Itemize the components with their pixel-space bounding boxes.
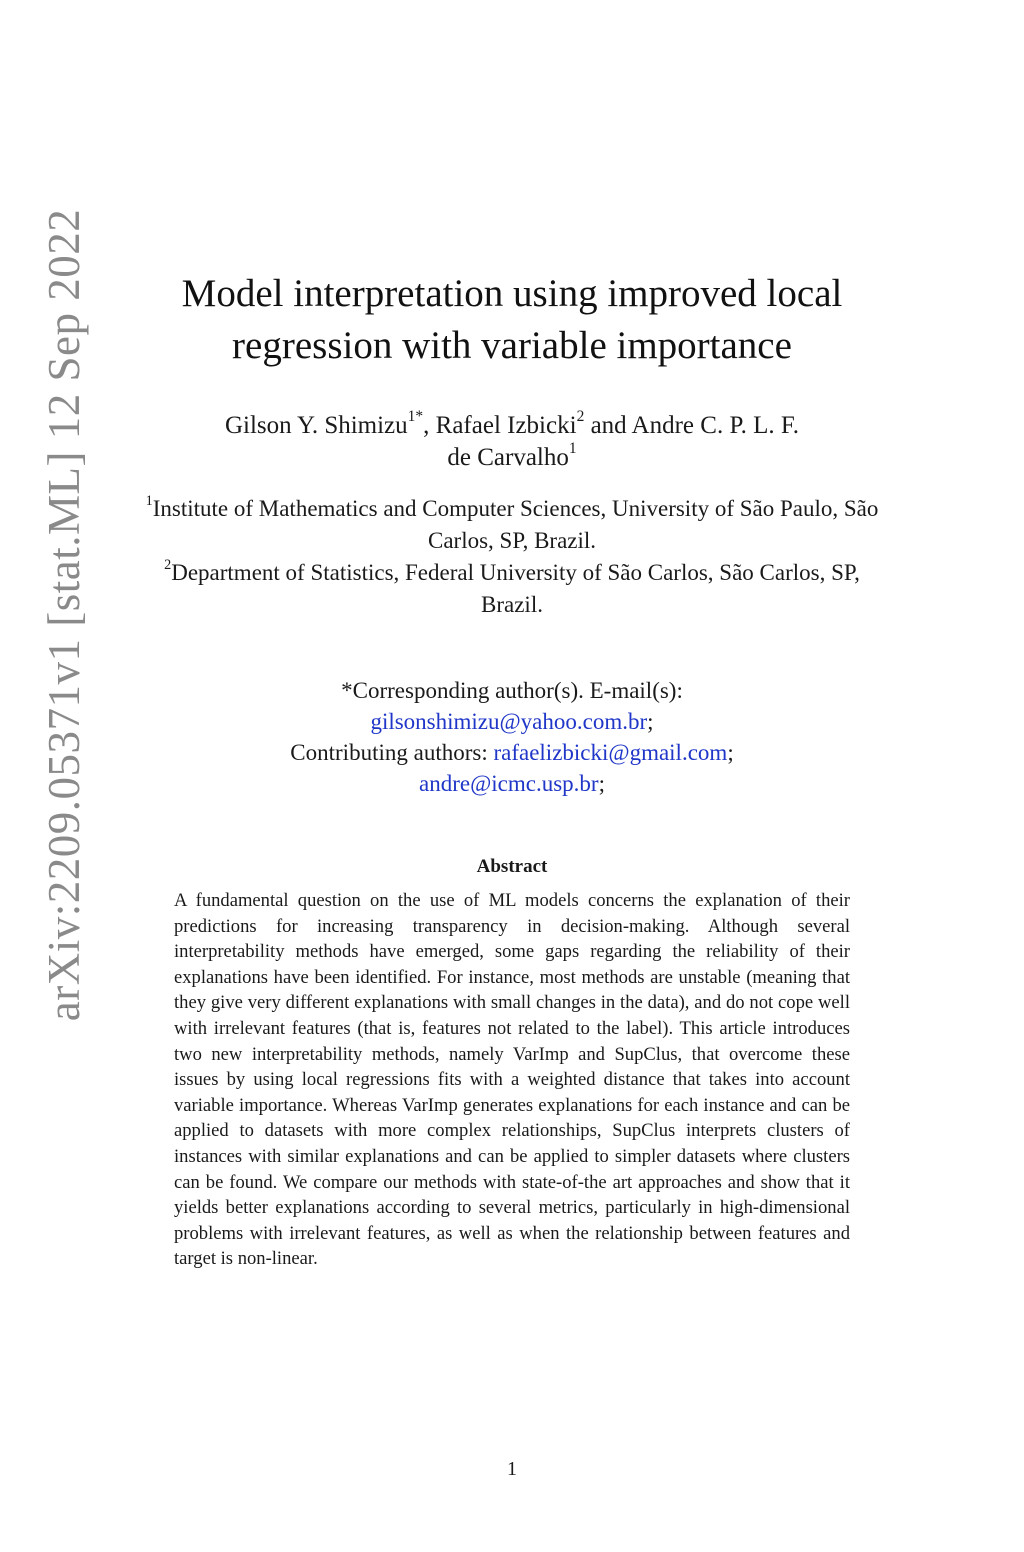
contributing-email-2-link[interactable]: andre@icmc.usp.br bbox=[419, 771, 599, 796]
abstract-heading: Abstract bbox=[476, 856, 548, 877]
email-separator: ; bbox=[727, 740, 734, 765]
corresponding-email-link[interactable]: gilsonshimizu@yahoo.com.br bbox=[370, 709, 648, 734]
affiliation-1-text: Institute of Mathematics and Computer Sciences, University of São Paulo, São Carlos, SP, Brazil. bbox=[152, 496, 879, 553]
affiliation-2-text: Department of Statistics, Federal University of São Carlos, São Carlos, SP, Brazil. bbox=[171, 560, 860, 617]
title-line-2: regression with variable importance bbox=[232, 324, 792, 367]
arxiv-identifier-stamp: arXiv:2209.05371v1 [stat.ML] 12 Sep 2022 bbox=[39, 208, 89, 1022]
affiliation-2-mark: 2 bbox=[164, 557, 172, 574]
contributing-email-1-link[interactable]: rafaelizbicki@gmail.com bbox=[493, 740, 728, 765]
author-3-affiliation-mark: 1 bbox=[568, 440, 577, 458]
author-list bbox=[140, 410, 884, 474]
contributing-label: Contributing authors: bbox=[290, 740, 488, 765]
author-conjunction: and bbox=[590, 412, 627, 439]
affiliation-1 bbox=[140, 493, 884, 557]
author-line-2 bbox=[140, 442, 884, 474]
author-3-name-part-2: de Carvalho bbox=[447, 444, 569, 471]
abstract-body: A fundamental question on the use of ML models concerns the explanation of their predictions for increasing transparency in decision-making. Although several interpretability methods have emerged, some gaps regarding the reliability of their explanations have been identified. For instance, most methods are unstable (meaning that they give very different explanations with small changes in the data), and do not cope well with irrelevant features (that is, features not related to the label). This article introduces two new interpretability methods, namely VarImp and SupClus, that overcome these issues by using local regressions fits with a weighted distance that takes into account variable importance. Whereas VarImp generates explanations for each instance and can be applied to datasets with more complex relationships, SupClus interprets clusters of instances with similar explanations and can be applied to simpler datasets where clusters can be found. We compare our methods with state-of-the art approaches and show that it yields better explanations according to several metrics, particularly in high-dimensional problems with irrelevant features, as well as when the relationship between features and target is non-linear. bbox=[174, 890, 850, 1270]
author-line-1: Gilson Y. Shimizu$^{1*}$, Rafael Izbicki$^2$ and Andre C. P. L. F. bbox=[224, 408, 800, 439]
contributing-email-2-line bbox=[140, 768, 884, 799]
author-1-affiliation-mark: 1* bbox=[407, 408, 424, 426]
author-1-name: Gilson Y. Shimizu bbox=[224, 412, 408, 439]
affiliation-2 bbox=[140, 557, 884, 621]
affiliation-list bbox=[140, 493, 884, 621]
corresponding-email-line bbox=[140, 706, 884, 737]
author-2-affiliation-mark: 2 bbox=[576, 408, 585, 426]
page-number: 1 bbox=[507, 1458, 517, 1480]
contributing-line bbox=[140, 737, 884, 768]
paper-title bbox=[130, 268, 894, 372]
affiliation-1-mark: 1 bbox=[145, 493, 153, 510]
email-separator: ; bbox=[647, 709, 654, 734]
title-line-1: Model interpretation using improved local bbox=[181, 272, 843, 315]
author-3-name-part-1: Andre C. P. L. F. bbox=[631, 412, 800, 439]
corresponding-label: *Corresponding author(s). E-mail(s): bbox=[341, 678, 683, 703]
contact-block bbox=[140, 675, 884, 799]
author-2-name: Rafael Izbicki bbox=[435, 412, 577, 439]
email-separator: ; bbox=[598, 771, 605, 796]
